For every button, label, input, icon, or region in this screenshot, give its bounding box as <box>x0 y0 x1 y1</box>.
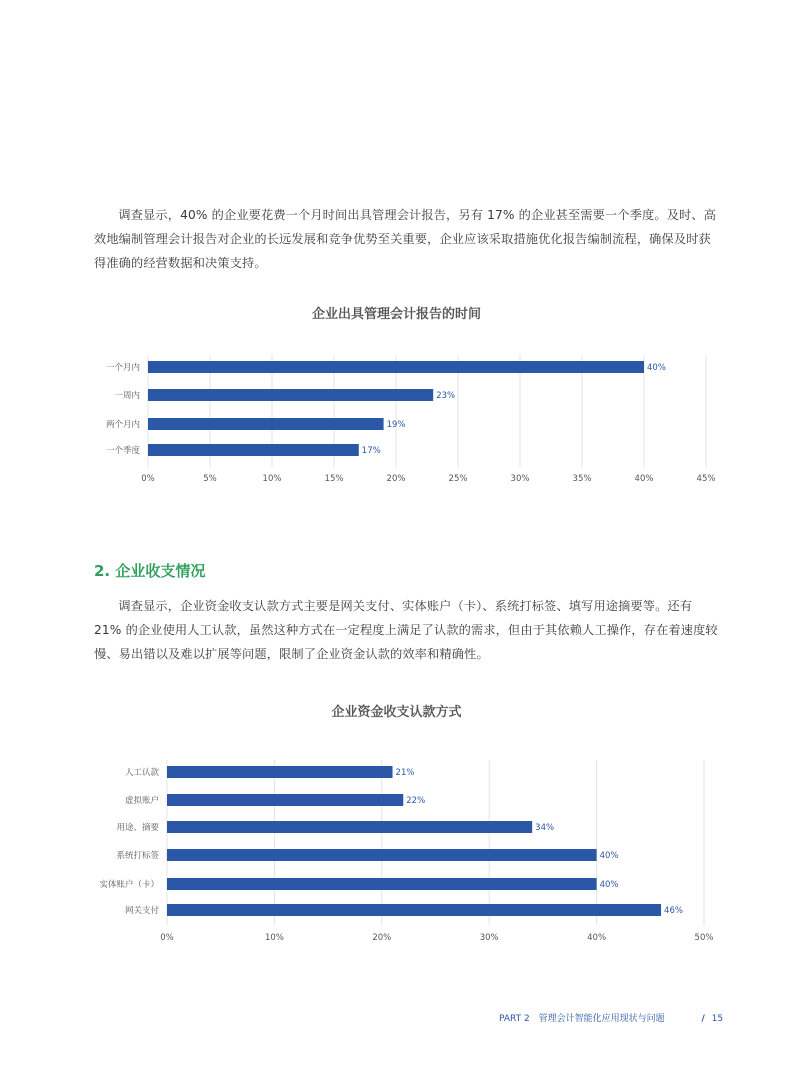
section-heading: 2. 企业收支情况 <box>94 562 206 580</box>
chart1-x-tick-label: 5% <box>203 474 217 484</box>
chart2-value-label: 40% <box>599 851 619 861</box>
chart2-title: 企业资金收支认款方式 <box>331 705 462 720</box>
chart2-category-label: 用途、摘要 <box>116 823 159 833</box>
chart1-x-tick-label: 15% <box>324 474 344 484</box>
chart1-category-label: 一个月内 <box>105 363 140 373</box>
chart1-category-label: 两个月内 <box>105 420 140 430</box>
chart1-value-label: 17% <box>361 446 381 456</box>
chart1-bar <box>148 418 384 430</box>
chart1-value-label: 40% <box>647 363 666 373</box>
chart2-bar <box>167 904 661 916</box>
chart1-x-tick-label: 25% <box>448 474 468 484</box>
chart1-bar <box>148 389 433 401</box>
chart1-x-tick-label: 20% <box>386 474 406 484</box>
chart1-x-tick-label: 30% <box>510 474 530 484</box>
chart2-x-tick-label: 40% <box>587 933 607 943</box>
chart1-x-tick-label: 10% <box>262 474 282 484</box>
chart2-bar <box>167 849 597 861</box>
chart2-value-label: 34% <box>535 823 555 833</box>
chart2-bar <box>167 878 597 890</box>
chart2-bar <box>167 821 532 833</box>
chart1-x-tick-label: 40% <box>634 474 654 484</box>
page-number: 15 <box>711 1014 724 1024</box>
chart1-value-label: 19% <box>386 420 406 430</box>
chart1-bar <box>148 444 359 456</box>
chart2-x-tick-label: 50% <box>694 933 714 943</box>
chart2-category-label: 系统打标签 <box>116 851 159 861</box>
chart1-x-tick-label: 45% <box>696 474 716 484</box>
chart2-category-label: 人工认款 <box>124 768 159 778</box>
chart2-payment-methods <box>0 755 793 950</box>
footer-title: 管理会计智能化应用现状与问题 <box>538 1014 665 1024</box>
chart2-value-label: 22% <box>406 796 426 806</box>
chart1-category-label: 一周内 <box>114 391 140 401</box>
chart2-value-label: 21% <box>395 768 415 778</box>
chart1-x-tick-label: 35% <box>572 474 592 484</box>
footer-part: PART 2 <box>499 1014 530 1024</box>
chart2-value-label: 40% <box>599 880 619 890</box>
chart2-x-tick-label: 0% <box>160 933 174 943</box>
paragraph-payment-methods: 调查显示，企业资金收支认款方式主要是网关支付、实体账户（卡）、系统打标签、填写用途摘要等。还有 21% 的企业使用人工认款，虽然这种方式在一定程度上满足了认款的需求，但由于其依赖人工操作，存在着速度较慢、易出错以及难以扩展等问题，限制了企业资金认款的效率和精确性。 <box>94 599 718 661</box>
chart1-x-tick-label: 0% <box>141 474 155 484</box>
chart2-category-label: 虚拟账户 <box>124 796 159 806</box>
chart2-bar <box>167 766 393 778</box>
footer-divider: / <box>701 1014 705 1024</box>
chart2-x-tick-label: 10% <box>264 933 284 943</box>
chart1-report-time <box>0 340 793 490</box>
chart1-title: 企业出具管理会计报告的时间 <box>311 307 481 322</box>
chart1-category-label: 一个季度 <box>105 446 140 456</box>
chart2-category-label: 网关支付 <box>124 906 159 916</box>
chart2-bar <box>167 794 403 806</box>
chart1-value-label: 23% <box>436 391 456 401</box>
paragraph-report-time: 调查显示，40% 的企业要花费一个月时间出具管理会计报告，另有 17% 的企业甚至需要一个季度。及时、高效地编制管理会计报告对企业的长远发展和竞争优势至关重要，企业应该采取措施优化报告编制流程，确保及时获得准确的经营数据和决策支持。 <box>94 208 717 270</box>
chart1-bar <box>148 361 644 373</box>
chart2-category-label: 实体账户（卡） <box>99 880 159 890</box>
chart2-x-tick-label: 20% <box>372 933 392 943</box>
page-footer <box>499 1011 723 1024</box>
chart2-value-label: 46% <box>664 906 683 916</box>
chart2-x-tick-label: 30% <box>479 933 499 943</box>
